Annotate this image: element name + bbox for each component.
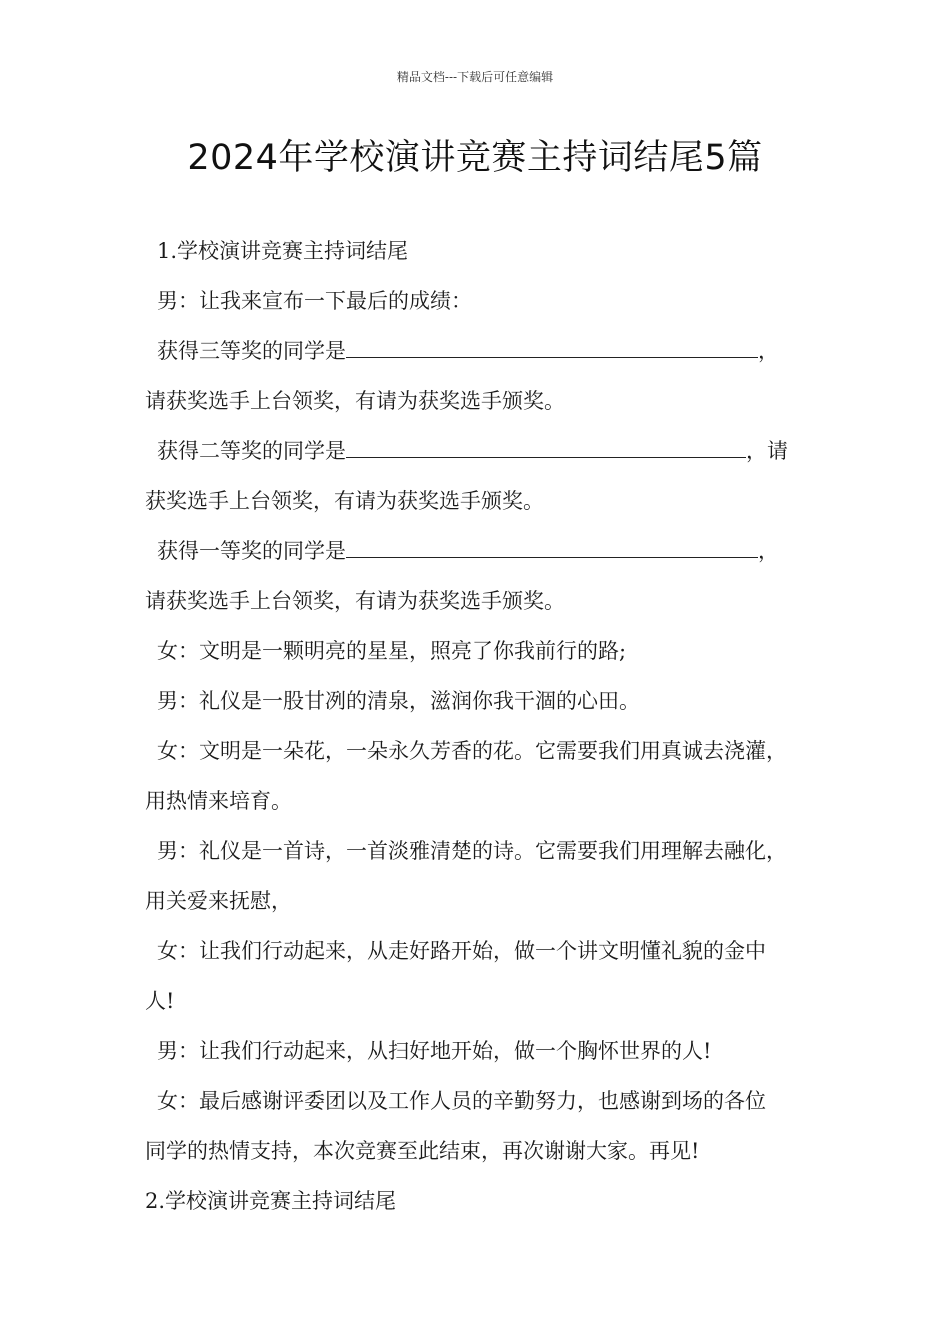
paragraph-line: 女：文明是一朵花，一朵永久芳香的花。它需要我们用真诚去浇灌， bbox=[157, 739, 787, 763]
award-second-label: 获得二等奖的同学是 bbox=[157, 439, 346, 463]
header-note: 精品文档---下载后可任意编辑 bbox=[396, 70, 554, 84]
paragraph-line: 用关爱来抚慰， bbox=[145, 889, 292, 913]
page-title: 2024年学校演讲竞赛主持词结尾5篇 bbox=[187, 138, 763, 178]
paragraph-line: 获奖选手上台领奖，有请为获奖选手颁奖。 bbox=[145, 489, 544, 513]
paragraph-line: 同学的热情支持，本次竞赛至此结束，再次谢谢大家。再见! bbox=[145, 1139, 700, 1163]
paragraph-line: 女：文明是一颗明亮的星星，照亮了你我前行的路; bbox=[157, 639, 627, 663]
award-third-line bbox=[145, 336, 837, 366]
paragraph-line: 用热情来培育。 bbox=[145, 789, 292, 813]
award-second-punct: ，请 bbox=[746, 439, 788, 463]
award-third-blank bbox=[346, 339, 758, 358]
paragraph-line: 女：最后感谢评委团以及工作人员的辛勤努力，也感谢到场的各位 bbox=[157, 1089, 766, 1113]
paragraph-line: 请获奖选手上台领奖，有请为获奖选手颁奖。 bbox=[145, 589, 565, 613]
award-first-line bbox=[145, 536, 837, 566]
paragraph-line: 男：礼仪是一股甘冽的清泉，滋润你我干涸的心田。 bbox=[157, 689, 640, 713]
award-first-blank bbox=[346, 539, 758, 558]
award-second-blank bbox=[346, 439, 746, 458]
paragraph-line: 男：让我们行动起来，从扫好地开始，做一个胸怀世界的人! bbox=[157, 1039, 712, 1063]
award-first-punct: ， bbox=[758, 539, 779, 563]
award-first-label: 获得一等奖的同学是 bbox=[157, 539, 346, 563]
paragraph-line: 男：礼仪是一首诗，一首淡雅清楚的诗。它需要我们用理解去融化， bbox=[157, 839, 787, 863]
award-third-label: 获得三等奖的同学是 bbox=[157, 339, 346, 363]
section-heading-1: 1.学校演讲竞赛主持词结尾 bbox=[157, 239, 409, 263]
award-second-line bbox=[145, 436, 837, 466]
paragraph-line: 请获奖选手上台领奖，有请为获奖选手颁奖。 bbox=[145, 389, 565, 413]
paragraph-line: 男：让我来宣布一下最后的成绩： bbox=[157, 289, 472, 313]
paragraph-line: 女：让我们行动起来，从走好路开始，做一个讲文明懂礼貌的金中 bbox=[157, 939, 766, 963]
award-third-punct: ， bbox=[758, 339, 779, 363]
section-heading-2: 2.学校演讲竞赛主持词结尾 bbox=[145, 1189, 397, 1213]
paragraph-line: 人! bbox=[145, 989, 175, 1013]
